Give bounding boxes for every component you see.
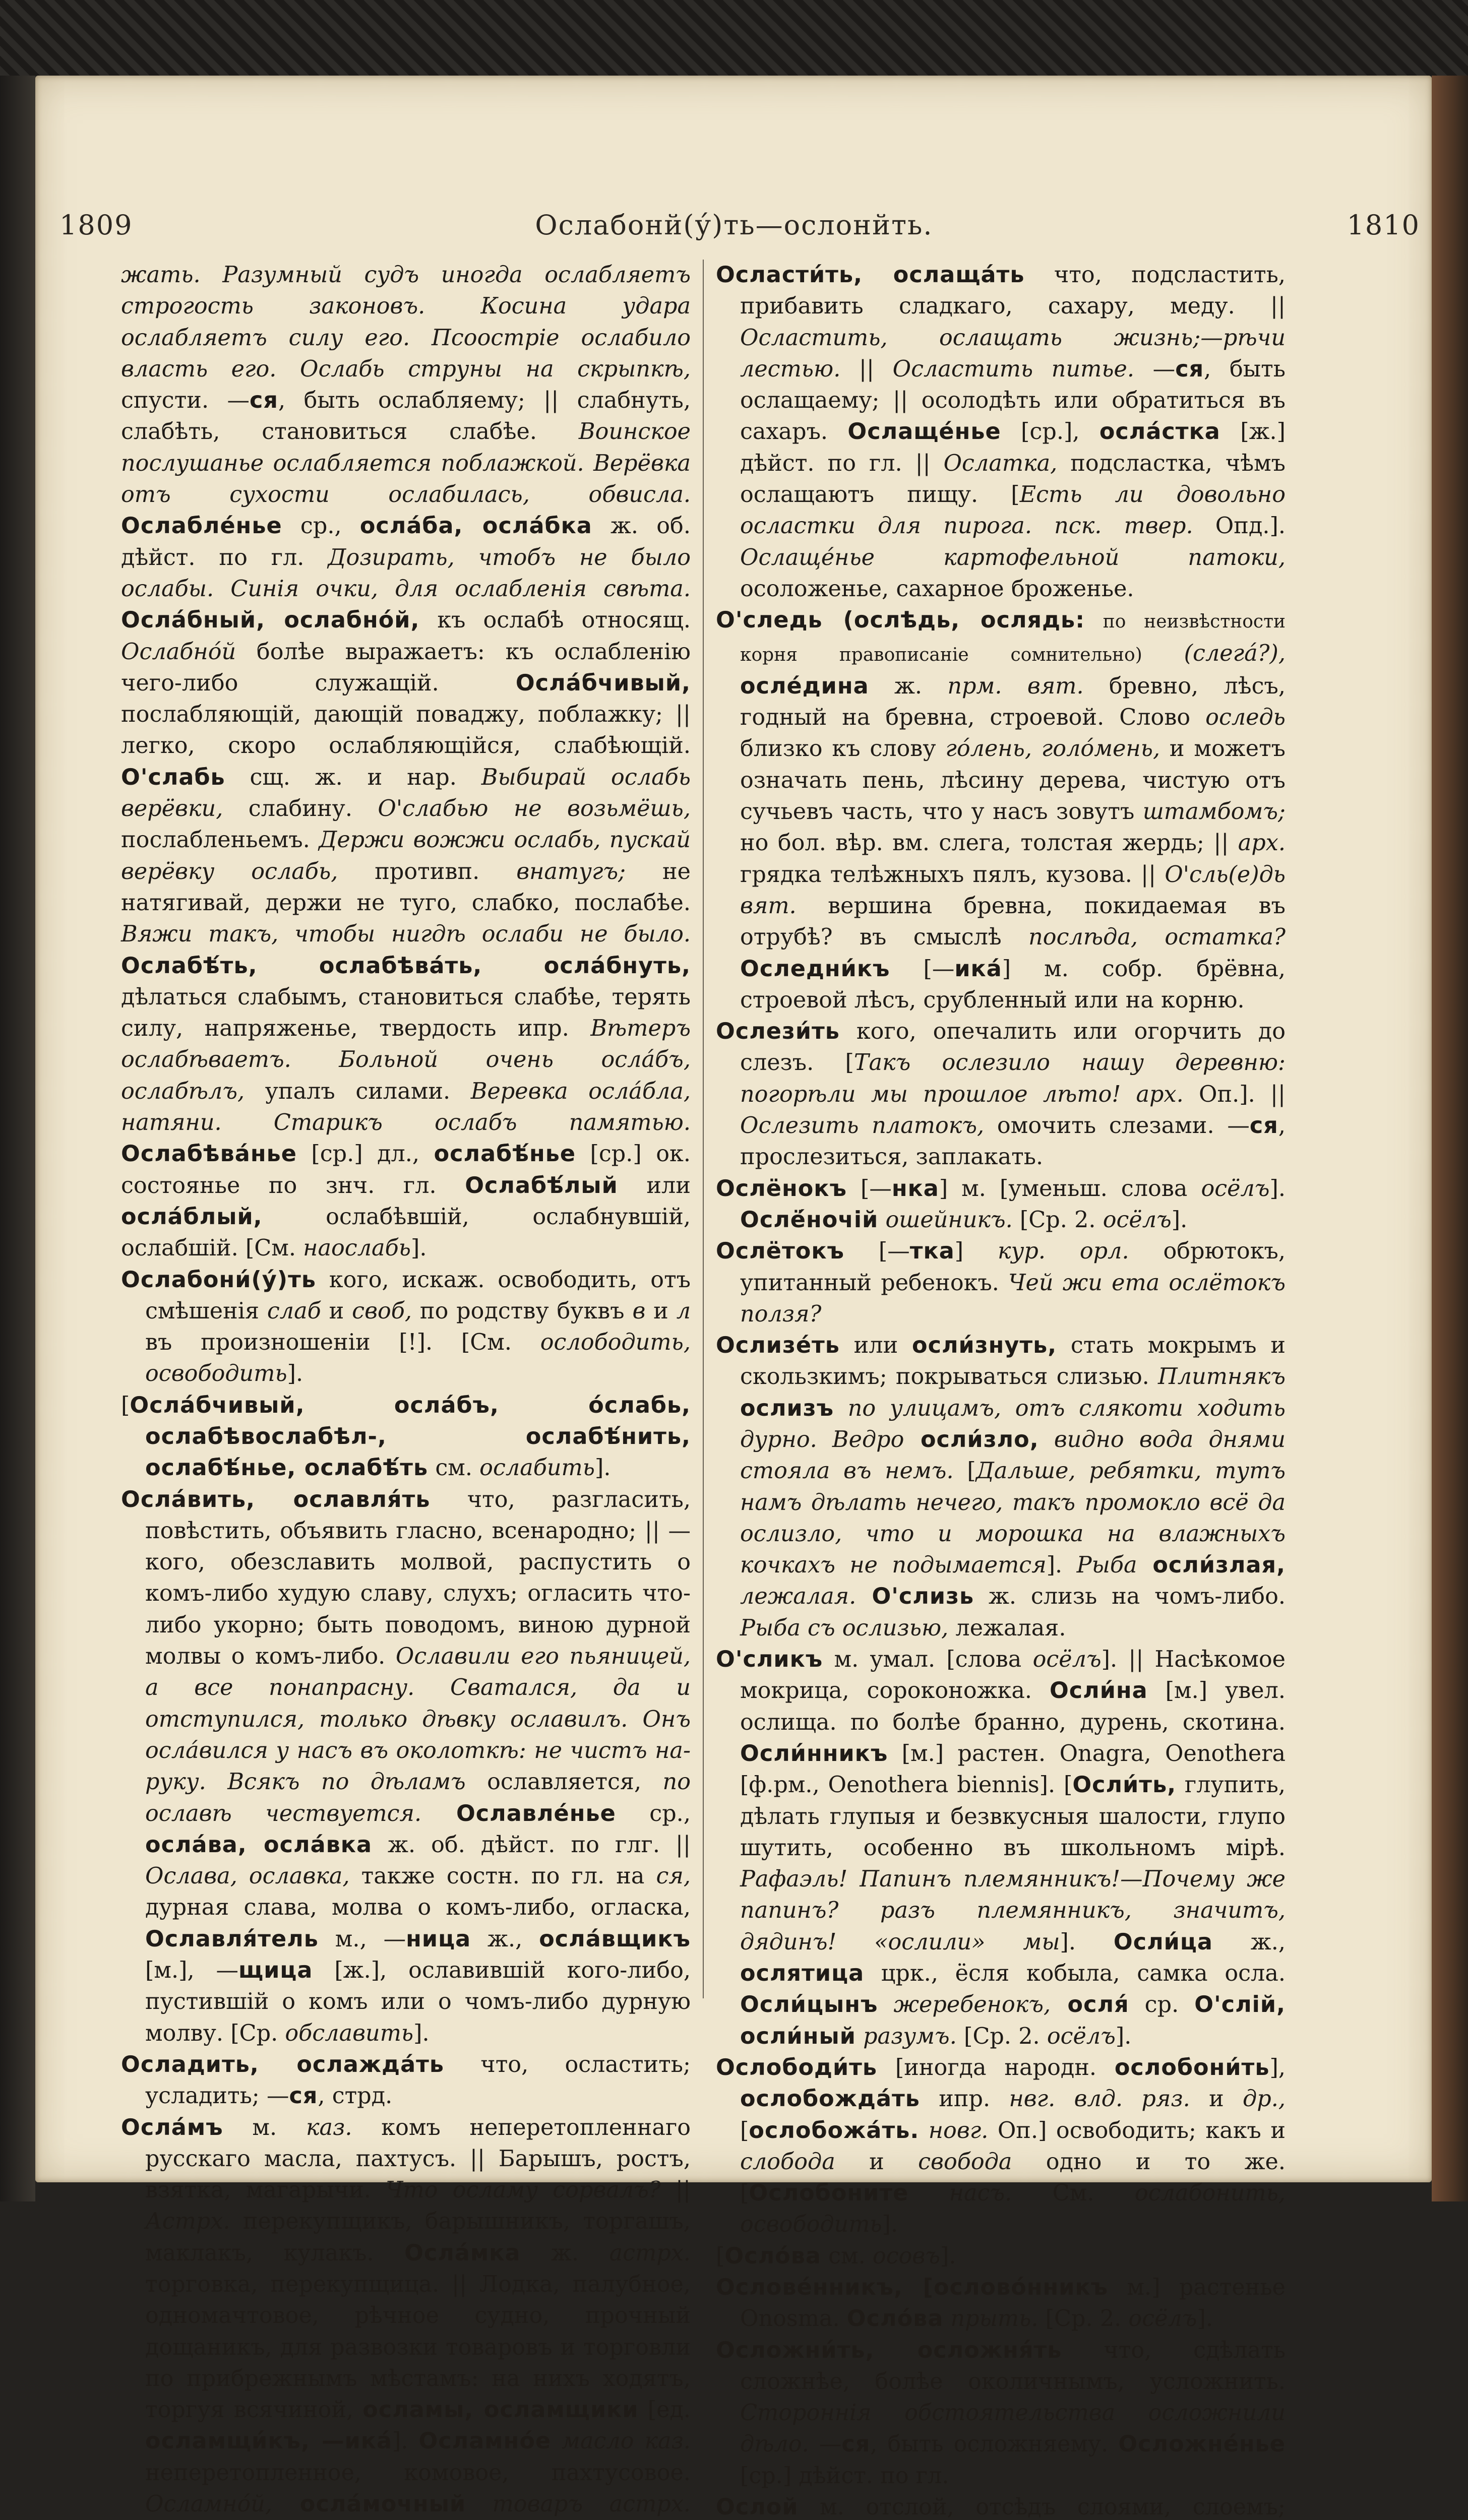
example-text: осёлъ [1128,2306,1197,2332]
example-text: новг. [928,2117,989,2144]
right-column [716,260,1286,2520]
definition-text: или [839,1333,912,1359]
example-text: по улицамъ, отъ слякоти ходить дурно. Ведро [740,1395,1286,1453]
definition-text: ж. [520,2240,609,2266]
example-text: ослободить, освободить [145,1330,691,1387]
example-text: Ослабно́й [121,639,236,665]
definition-text: обрютокъ, упитанный ребенокъ. [740,1238,1286,1296]
definition-text: но бол. вѣр. вм. слега, толстая жердь; || [740,830,1238,856]
headword: Ослёнокъ [716,1175,847,1202]
headword: Осло́ва [724,2243,821,2269]
headword: Ослабони́(у́)ть [121,1267,317,1293]
definition-text: ж., [471,1926,539,1952]
example-text: Что осламу сорвалъ? [386,2177,676,2203]
definition-text: См. [1012,2180,1135,2207]
headword: ослобожа́ть. [749,2117,920,2144]
example-text: л [676,1298,691,1324]
headword: Ослободи́ть [716,2054,878,2081]
headword: О'сликъ [716,1647,823,1673]
example-text: товаръ астрх. [492,2491,691,2517]
example-text: Выбирай ослабь верёвки, [121,764,691,822]
headword: Ослаще́нье [847,419,1001,445]
example-text: прыть. [950,2306,1038,2332]
definition-text: || [676,2177,691,2203]
example-text: Есть ли довольно осластки для пирога. пск. твер. [740,482,1286,539]
running-head: Ослабонй(у́)ть—ослонйть. [535,209,933,241]
example-text: Дозирать, чтобъ не было ослабы. Синія очки, для ослабленія свѣта. [121,544,691,602]
example-text: ослабить [479,1455,595,1481]
headword: осли́знуть, [912,1333,1057,1359]
dictionary-entry [716,2241,1286,2272]
example-text: ся, [656,1863,691,1889]
example-text: Осластить, ослащать жизнь;—рѣчи лестью. [740,325,1286,382]
definition-text: что, сдѣлать сложнѣе, болѣе околичнымъ, усложнить. [740,2337,1286,2395]
headword: Осла́мъ [121,2114,223,2140]
headword: ослизъ [740,1395,834,1421]
page-number-right: 1810 [1347,209,1420,241]
dictionary-entry [121,1484,691,2049]
book-cover-edge [1432,76,1468,2201]
dictionary-entry [716,1236,1286,1330]
headword: осла́стка [1099,419,1220,445]
example-text: Воинское послушанье ослабляется поблажкой. Верёвка отъ сухости ослабилась, обвисла. [121,419,691,508]
headword: ослобожда́ть [740,2086,920,2112]
example-text: Ослаще́нье картофельной патоки, [740,544,1286,571]
definition-text: , быть ослащаему; || осолодѣть или обратиться въ сахаръ. [740,356,1286,445]
definition-text: омочить слезами. — [984,1113,1250,1139]
definition-text: црк., ёсля кобыла, самка осла. [864,1961,1286,1987]
headword: ослабѣ́нье [434,1141,576,1167]
headword: Осла́бчивый, [515,670,691,696]
example-text: жеребенокъ, [893,1992,1051,2018]
example-text: Стороннія обстоятельства осложнили дѣло. [740,2400,1286,2458]
definition-text: дѣлаться слабымъ, становиться слабѣе, терять силу, напряженье, твердость ипр. [121,984,691,1042]
headword: Ослабѣва́нье [121,1141,297,1167]
definition-text: , стрд. [318,2083,393,2109]
definition-text: ср. [1129,1992,1195,2018]
example-text: Вяжи такъ, чтобы нигдѣ ослаби не было. [121,921,691,948]
definition-text: [ [716,2243,725,2269]
definition-text [1039,1427,1054,1453]
headword: Оследни́къ [740,956,890,982]
dictionary-entry [121,260,691,1265]
definition-text: [м.], — [145,1958,239,1984]
example-text: Дальше, ребятки, тутъ намъ дѣлать нечего, такъ промокло всё да ослизло, что и морошка на влажныхъ кочкахъ не подымается [740,1458,1286,1579]
headword: Ослабѣ́ть, ослабѣва́ть, осла́бнуть, [121,953,691,979]
definition-text: [Ср. 2. [1012,1207,1103,1233]
definition-text: послабленьемъ. [121,827,319,853]
definition-text: — [809,2431,842,2458]
headword: Осли́нникъ [740,1740,888,1767]
definition-text: по родству буквъ [412,1298,633,1324]
definition-text: ослабѣвшій, ослабнувшій, ослабшій. [См. [121,1204,691,1262]
headword: Осли́на [1049,1678,1148,1704]
headword: О'следь (ослѣдь, ослядь: [716,607,1085,634]
example-text: др., [1243,2086,1286,2112]
definition-text: и [835,2149,919,2175]
definition-text: послабляющій, дающій поваджу, поблажку; || легко, скоро ослабляющійся, слабѣющій. [121,702,691,759]
definition-text: что, разгласить, повѣстить, объявить гласно, всенародно; || —кого, обезславить молвой, распустить о комъ-либо худую славу, слухъ; огласить что-либо укорно; быть поводомъ, виною дурной молвы о комъ-либо. [145,1486,691,1670]
definition-text [908,2180,949,2206]
example-text: наослабь [303,1235,411,1262]
dictionary-entry [716,1173,1286,1236]
headword: осля́ [1051,1992,1129,2018]
example-text: Рафаэль! Папинъ племянникъ!—Почему же папинъ? разъ племянникъ, значитъ, дядинъ! «ослили» мы [740,1866,1286,1955]
definition-text: [ед. [638,2397,691,2423]
example-text: Ослатка, [943,450,1058,476]
definition-text: [— [844,1238,910,1265]
example-text: оследь [1205,705,1286,731]
example-text: Чей жи ета ослётокъ ползя? [740,1270,1286,1327]
definition-text: Опд.]. [1193,513,1286,539]
definition-text: ]. || Насѣкомое мокрица, сороконожка. [740,1647,1286,1704]
headword: ся [841,2431,871,2458]
example-text: нвг. влд. ряз. [1009,2086,1190,2112]
example-text: Вѣтеръ ослабѣваетъ. Больной очень осла́бъ, ослабѣлъ, [121,1016,691,1104]
definition-text [551,2428,562,2454]
definition-text: и можетъ означать пень, лѣсину дерева, чистую отъ сучьевъ часть, что у насъ зовутъ [740,736,1286,825]
definition-text: спусти. — [121,388,250,414]
definition-text [834,1396,848,1421]
headword: Осложни́ть, осложня́ть [716,2337,1062,2363]
example-text: осёлъ [1103,1207,1172,1233]
definition-text: м., — [318,1926,406,1952]
definition-text: ] [954,1238,998,1265]
headword: осле́дина [740,673,869,699]
headword: щица [238,1958,313,1984]
headword: ница [406,1926,471,1952]
definition-text: [ [953,1458,976,1484]
example-text: прм. вят. [947,673,1084,699]
example-text: Плитнякъ [1157,1364,1286,1390]
example-text: О'слабью не возьмёшь, [378,796,691,822]
example-text: ослабонить, освободить [740,2180,1286,2238]
definition-text: ]. [1197,2306,1213,2332]
definition-text: ]. [1115,2023,1132,2049]
definition-text: и [1190,2086,1243,2112]
definition-text: ], [1269,2054,1286,2081]
definition-text: торговка, перекупщица. || Лодка, палубное, одномачтовое, рѣчное судно, прочный дощаникъ, для развозки товаровъ и торговли по прибрежнымъ мѣстамъ: на нихъ ходятъ, торгуя всячиной, [145,2272,691,2423]
example-text: видно вода днями стояла въ немъ. [740,1426,1286,1484]
example-text: своб, [352,1298,412,1324]
definition-text: дурная слава, молва о комъ-либо, огласка, [145,1895,691,1921]
example-text: (слегá?), [1184,640,1286,666]
definition-text: ]. [940,2243,956,2269]
definition-text: [м.] растен. Onagra, Oenothera [ф.рм., Oenothera biennis]. [ [740,1740,1286,1798]
definition-text [919,2118,928,2144]
headword: Осладить, ослажда́ть [121,2051,445,2077]
headword: Ослабѣ́лый [465,1172,618,1199]
headword: Осла́бчивый, осла́бъ, о́слабь, ослабѣвослабѣл-, ослабѣ́нить, ослабѣ́нье, ослабѣ́ть [130,1392,691,1481]
definition-text: [ [121,1392,130,1418]
headword: осла́ва, осла́вка [145,1832,372,1858]
headword: Осло́ва [846,2306,944,2332]
definition-text: ]. [594,1455,611,1481]
definition-text: || [840,356,893,382]
definition-text: или [618,1172,691,1199]
example-text: Ослава, ославка, [145,1863,350,1889]
example-text: штамбомъ; [1142,799,1286,825]
definition-text: ж. об. дѣйст. по гл. [121,513,691,571]
definition-text: см. [428,1455,480,1481]
definition-text [466,2491,492,2517]
headword: Осложне́нье [1118,2431,1286,2458]
example-text: гóлень, голóмень, [945,736,1160,762]
definition-text: [м.] увел. ослища. по болѣе бранно, дурень, скотина. [740,1678,1286,1735]
example-text: жать. Разумный судъ иногда ослабляетъ строгость законовъ. Косина удара ослабляетъ силу его. Псоостріе ослабило власть его. Ослабь струны на скрыпкѣ, [121,262,691,382]
dictionary-entry [716,260,1286,605]
example-text: в [632,1298,646,1324]
column-divider [703,260,704,1998]
definition-text: [ж.] дѣйст. по гл. || [740,419,1286,476]
definition-text: комъ неперетопленнаго русскаго масла, пахтусъ. || Барышъ, ростъ, взятка, магарычи. [145,2114,691,2203]
example-text: кур. орл. [998,1238,1129,1265]
definition-text: — [1134,356,1176,382]
definition-text: противп. [338,858,517,885]
example-text: Ослезить платокъ, [740,1113,985,1139]
headword: Ослизе́ть [716,1333,840,1359]
example-text: послѣда, остатка? [1028,924,1286,951]
example-text: осёлъ [1032,1647,1102,1673]
definition-text: [— [846,1175,892,1202]
definition-text: ] м. [уменьш. слова [939,1175,1201,1202]
dictionary-entry [716,2492,1286,2520]
definition-text [856,2024,863,2049]
definition-text: [— [890,956,955,982]
example-text: Ославили его пьяницей, а все понапрасну. Сватался, да и отступился, только дѣвку ославилъ. Онъ осла́вился у насъ въ околоткѣ: не чистъ на-руку. Всякъ по дѣламъ [145,1644,691,1795]
definition-text: , быть осложняему. [870,2431,1119,2458]
definition-text: что, осластить; усладить; — [145,2051,691,2109]
definition-text: и [321,1298,352,1324]
definition-text: [ср.] дѣйст. по гл. [740,2463,949,2489]
headword: ся [289,2083,318,2109]
definition-text [878,1207,885,1233]
example-text: осёлъ [1201,1175,1270,1202]
headword: Ослове́нникъ, [ословóнникъ [716,2275,1109,2300]
definition-text: перекупщикъ, барышникъ, торгашъ, маклакъ, кулакъ. [145,2209,691,2266]
example-text: астрх. [609,2240,691,2266]
definition-text: кого, искаж. освободить, отъ смѣшенія [145,1267,691,1324]
headword: Осли́ца [1113,1929,1213,1955]
example-text: каз. [305,2114,352,2140]
definition-text: ]. [410,1235,427,1262]
dictionary-entry [716,2272,1286,2335]
example-text: масло каз. [562,2428,691,2454]
definition-text: [ср.] дл., [296,1141,434,1167]
definition-text: къ ослабѣ относящ. [419,607,691,634]
definition-text: по неизвѣстности корня правописаніе сомнительно) [740,611,1286,665]
dictionary-entry [716,605,1286,1016]
example-text: лежалая. [740,1584,857,1610]
headword: Ослё́ночій [740,1207,879,1233]
definition-text: ж., [1212,1929,1286,1955]
definition-text: стать мокрымъ и скользкимъ; покрываться слизью. [740,1333,1286,1390]
definition-text: близко къ слову [740,736,946,762]
headword: Ослётокъ [716,1238,844,1265]
headword: О'слабь [121,764,225,790]
definition-text: м. умал. [слова [823,1647,1033,1673]
headword: нка [891,1175,939,1202]
headword: О'слій, осли́ный [740,1992,1286,2049]
book-binding-edge [0,0,1468,76]
definition-text: ж. [869,673,948,699]
headword: осли́зло, [904,1426,1039,1453]
headword: Осламно́е [418,2428,552,2454]
headword: О'слизь [856,1584,974,1610]
definition-text: глупить, дѣлать глупыя и безвкусныя шалости, глупо шутить, особенно въ школьномъ мірѣ. [740,1772,1286,1861]
dictionary-entry [121,2049,691,2112]
definition-text: сщ. ж. и нар. [225,764,481,790]
definition-text: вершина бревна, покидаемая въ отрубѣ? въ смыслѣ [740,893,1286,951]
example-text: Астрх. [145,2209,230,2235]
definition-text: Оп.]. || [1183,1081,1286,1107]
definition-text: [ж.], ославившій кого-либо, пустившій о комъ или о чомъ-либо дурную молву. [Ср. [145,1958,691,2046]
headword: ся [1249,1113,1278,1139]
definition-text: ж. слизь на чомъ-либо. [974,1584,1286,1610]
definition-text: [иногда народн. [877,2054,1115,2081]
dictionary-entry [716,2335,1286,2492]
headword: Ославля́тель [145,1926,319,1952]
headword: осламы, осламщики [362,2397,639,2423]
book-spine-shadow [0,76,35,2201]
headword: Осли́цынъ [740,1992,878,2018]
definition-text [943,2306,950,2332]
definition-text: м. [223,2114,306,2140]
definition-text: въ произношеніи [!]. [См. [145,1330,540,1356]
definition-text: грядка телѣжныхъ пялъ, кузова. || [740,861,1165,888]
example-text: Осламно́й, [145,2491,273,2517]
headword: ослобони́ть [1114,2054,1270,2081]
definition-text: кого, опечалить или огорчить до слезъ. [ [740,1019,1286,1076]
example-text: ошейникъ. [885,1207,1013,1233]
example-text: по ославѣ чествуется. [145,1769,691,1826]
definition-text: ж. об. дѣйст. по глг. || [372,1832,691,1858]
headword: Осла́бный, ослабно́й, [121,607,420,634]
definition-text: Оп.] освободить; какъ и [988,2117,1286,2144]
example-text: осовъ [872,2243,940,2269]
definition-text: болѣе выражаетъ: къ ослабленію чего-либо служащій. [121,639,691,696]
definition-text: [Ср. 2. [956,2023,1047,2049]
definition-text: неперетопленное, комовое, пахтусовое. [145,2460,691,2486]
definition-text: осоложенье, сахарное броженье. [740,576,1134,602]
headword: осла́вщикъ [539,1926,691,1952]
left-column [121,260,691,2517]
definition-text: что, подсластить, прибавить сладкаго, сахару, меду. || [740,262,1286,320]
definition-text: , прослезиться, заплакать. [740,1113,1286,1170]
dictionary-entry [121,1265,691,1390]
example-text: Осластить питье. [892,356,1135,382]
definition-text: ]. [1171,1207,1188,1233]
example-text: внатугъ; [516,858,626,885]
headword: Осли́ть, [1072,1772,1177,1798]
example-text: Веревка осла́бла, натяни. Старикъ ослабъ памятью. [121,1078,691,1136]
dictionary-entry [716,1644,1286,2052]
headword: Осласти́ть, ослаща́ть [716,262,1025,288]
dictionary-entry [716,1330,1286,1644]
definition-text: ] м. собр. брёвна, строевой лѣсъ, срубленный или на корню. [740,956,1286,1013]
definition-text: [ [740,2117,749,2144]
example-text: обславить [285,2020,414,2046]
headword: ся [250,388,278,414]
example-text: слобода [740,2149,835,2175]
definition-text: также состн. по гл. на [349,1863,656,1889]
definition-text: ]. [287,1361,303,1387]
example-text: Рыба съ ослизью, [740,1615,949,1641]
headword: осли́злая, [1137,1552,1286,1579]
headword: тка [909,1238,955,1265]
example-text: разумъ. [863,2023,957,2049]
definition-text: ср., [282,513,360,539]
example-text: Рыба [1076,1552,1137,1579]
headword: осламщи́къ, —ика́ [145,2428,393,2454]
headword: ика́ [954,956,1002,982]
headword: ослятица [740,1961,865,1987]
definition-text: подсластка, чѣмъ ослащаютъ пищу. [ [740,450,1286,508]
definition-text: лежалая. [948,1615,1066,1641]
definition-text: слабину. [223,796,378,822]
headword: осла́мочный [272,2491,466,2517]
definition-text: [Ср. 2. [1038,2306,1129,2332]
definition-text: бревно, лѣсъ, годный на бревна, строевой. Слово [740,673,1286,731]
definition-text: , быть ослабляему; || слабнуть, слабѣть, становиться слабѣе. [121,388,691,445]
example-text: свобода [918,2149,1012,2175]
definition-text: ]. [1060,1929,1114,1955]
definition-text: ]. [1046,1552,1077,1579]
headword: Ослабле́нье [121,513,282,539]
example-text: осёлъ [1047,2023,1116,2049]
headword: Осла́вить, ославля́ть [121,1486,431,1513]
definition-text: ср., [616,1800,691,1826]
example-text: О'сль(е)дь вят. [740,861,1286,919]
dictionary-entry [121,2112,691,2520]
headword: Ослой [716,2494,799,2520]
example-text: слаб [267,1298,321,1324]
headword: осла́блый, [121,1204,263,1230]
example-text: Держи вожжи ослабь, пускай верёвку ослабь, [121,827,691,885]
dictionary-entry [716,1016,1286,1173]
example-text: Такъ ослезило нашу деревню: погорѣли мы прошлое лѣто! арх. [740,1050,1286,1107]
definition-text: упалъ силами. [244,1078,471,1104]
headword: Ослези́ть [716,1019,840,1045]
definition-text: ипр. [920,2086,1009,2112]
definition-text: ]. [413,2020,430,2046]
definition-text: одно и то же. [ [740,2149,1286,2207]
definition-text: м. отслой, отсѣдъ слоями, слоемъ; [798,2494,1286,2520]
headword: осла́ба, осла́бка [359,513,592,539]
definition-text: не натягивай, держи не туго, слабко, послабѣе. [121,858,691,916]
definition-text: [ср.] ок. состоянье по знч. гл. [121,1141,691,1199]
definition-text: см. [821,2243,873,2269]
definition-text: и [645,1298,677,1324]
dictionary-entry [716,2052,1286,2241]
definition-text: ]. [882,2212,898,2238]
definition-text: ославляется, [465,1769,663,1795]
headword: Осла́мка [404,2240,521,2266]
definition-text: ]. [1269,1175,1286,1202]
page-number-left: 1809 [59,209,133,241]
headword: Ославле́нье [421,1800,616,1826]
definition-text: [ср.], [1001,419,1099,445]
headword: ся [1175,356,1204,382]
definition-text: ]. [392,2428,419,2454]
headword: Ослобоните [749,2180,909,2207]
definition-text [878,1992,893,2018]
definition-text: м.] растенье Onosma. [740,2275,1286,2332]
example-text: насъ. [949,2180,1012,2207]
example-text: арх. [1238,830,1286,856]
dictionary-entry [121,1390,691,1484]
